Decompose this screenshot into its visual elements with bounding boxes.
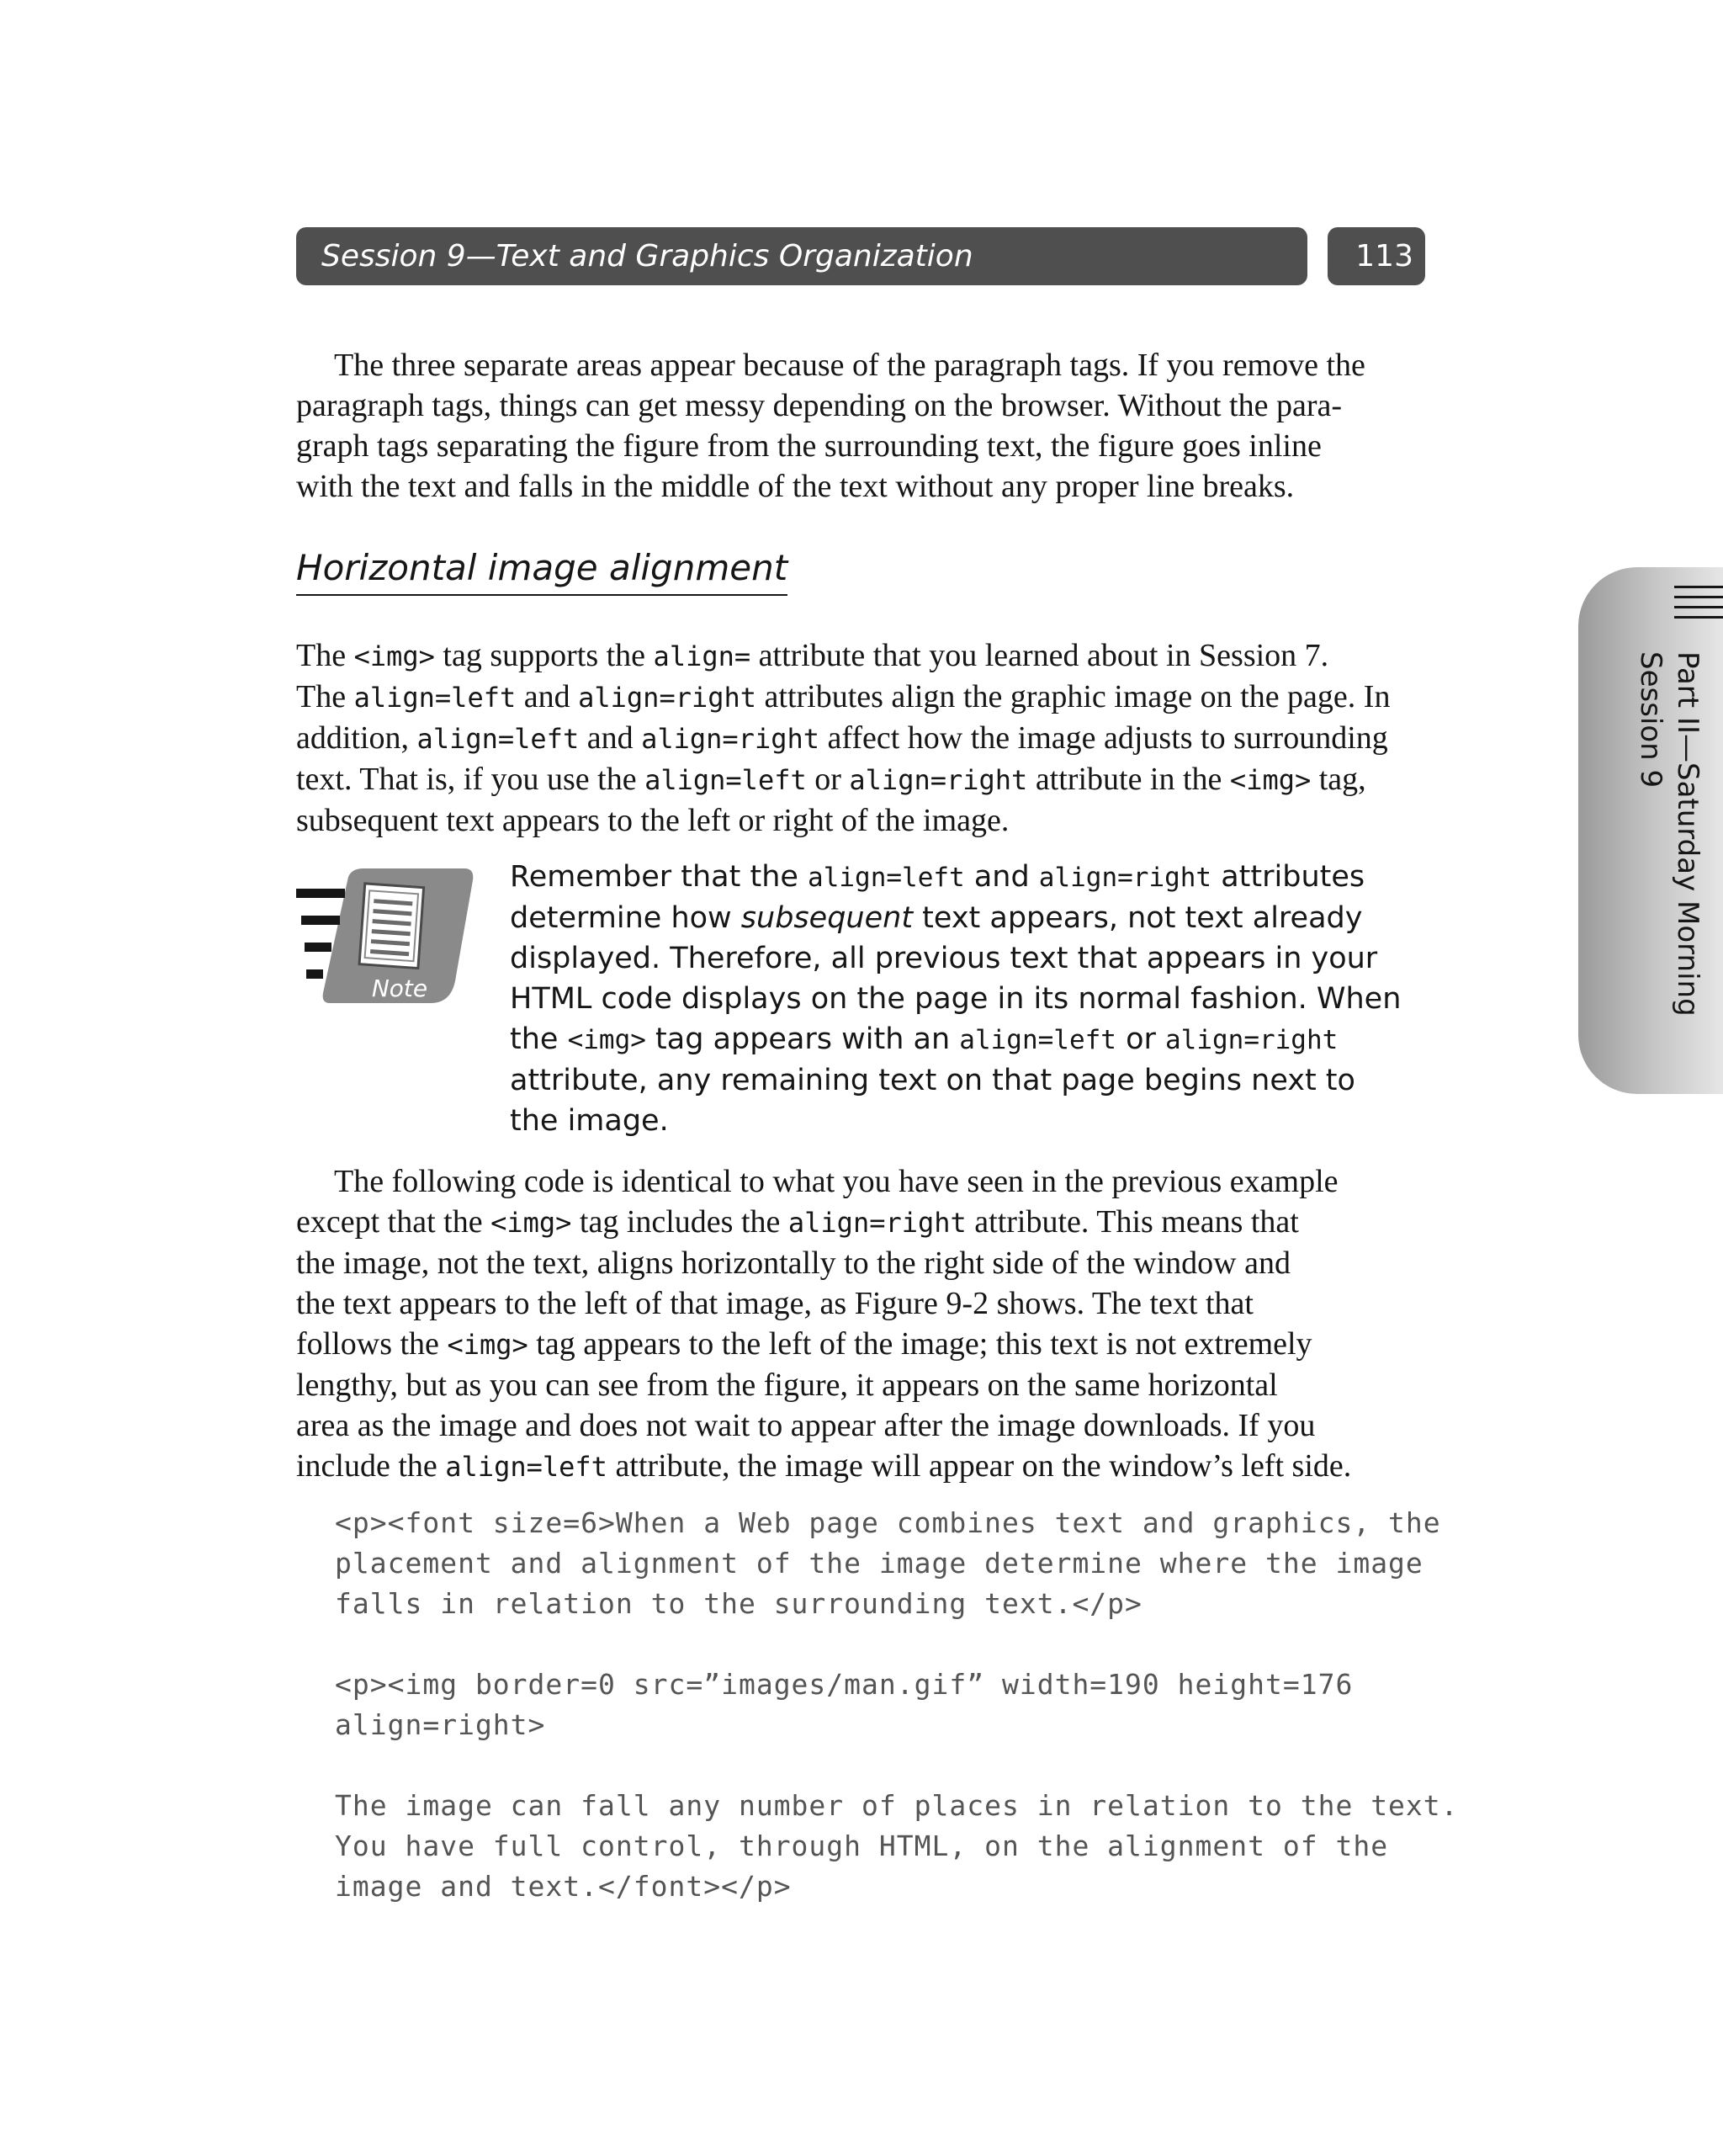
example-paragraph — [296, 1161, 1423, 1487]
text-line: the image, not the text, aligns horizontally to the right side of the window and — [296, 1245, 1291, 1281]
intro-paragraph — [296, 345, 1423, 507]
text-line: lengthy, but as you can see from the figure, it appears on the same horizontal — [296, 1367, 1278, 1403]
code-line: You have full control, through HTML, on the alignment of the — [335, 1829, 1389, 1862]
text-line: addition, align=left and align=right affect how the image adjusts to surrounding — [296, 720, 1388, 756]
code-line: placement and alignment of the image determine where the image — [335, 1547, 1423, 1580]
text-line: the image. — [510, 1104, 669, 1138]
code-line: The image can fall any number of places in relation to the text. — [335, 1789, 1459, 1822]
note-label: Note — [371, 974, 428, 1002]
code-listing — [335, 1503, 1459, 1907]
text-line: subsequent text appears to the left or right of the image. — [296, 803, 1010, 838]
note-text — [510, 857, 1435, 1141]
section-heading: Horizontal image alignment — [296, 545, 787, 596]
text-line: graph tags separating the figure from the surrounding text, the figure goes inline — [296, 428, 1322, 464]
text-line: Remember that the align=left and align=right attributes — [510, 860, 1365, 894]
note-icon — [296, 867, 481, 1005]
text-line: except that the <img> tag includes the align=right attribute. This means that — [296, 1204, 1299, 1240]
text-line: with the text and falls in the middle of the text without any proper line breaks. — [296, 469, 1295, 504]
text-line: determine how subsequent text appears, not text already — [510, 901, 1363, 935]
session-title: Session 9—Text and Graphics Organization — [321, 239, 973, 273]
text-line: the <img> tag appears with an align=left or align=right — [510, 1022, 1339, 1056]
text-line: attribute, any remaining text on that page begins next to — [510, 1064, 1355, 1097]
text-line: HTML code displays on the page in its normal fashion. When — [510, 982, 1402, 1016]
text-line: The align=left and align=right attributes align the graphic image on the page. In — [296, 679, 1391, 714]
text-line: area as the image and does not wait to appear after the image downloads. If you — [296, 1408, 1316, 1443]
text-line: paragraph tags, things can get messy depending on the browser. Without the para- — [296, 388, 1342, 423]
code-line: <p><font size=6>When a Web page combines text and graphics, the — [335, 1506, 1441, 1539]
page-number-box — [1328, 227, 1425, 285]
tab-lines-decoration — [1674, 586, 1723, 626]
running-header-bar — [296, 227, 1307, 285]
code-line: <p><img border=0 src=”images/man.gif” width=190 height=176 — [335, 1668, 1354, 1701]
code-line: align=right> — [335, 1708, 546, 1741]
text-line: text. That is, if you use the align=left or align=right attribute in the <img> tag, — [296, 762, 1366, 797]
part-label: Part II—Saturday Morning — [1671, 651, 1704, 1017]
text-line: the text appears to the left of that image, as Figure 9-2 shows. The text that — [296, 1286, 1254, 1321]
text-line: The following code is identical to what you have seen in the previous example — [334, 1164, 1339, 1199]
text-line: follows the <img> tag appears to the left of the image; this text is not extremely — [296, 1326, 1312, 1362]
alignment-paragraph — [296, 635, 1423, 841]
code-line: image and text.</font></p> — [335, 1870, 792, 1903]
text-line: The <img> tag supports the align= attribute that you learned about in Session 7. — [296, 638, 1329, 673]
text-line: The three separate areas appear because of the paragraph tags. If you remove the — [334, 348, 1365, 383]
part-thumb-tab — [1578, 567, 1723, 1094]
page-number: 113 — [1355, 239, 1413, 273]
code-line: falls in relation to the surrounding text.</p> — [335, 1587, 1142, 1620]
text-line: displayed. Therefore, all previous text that appears in your — [510, 942, 1378, 975]
text-line: include the align=left attribute, the image will appear on the window’s left side. — [296, 1448, 1352, 1484]
session-label: Session 9 — [1634, 651, 1667, 789]
